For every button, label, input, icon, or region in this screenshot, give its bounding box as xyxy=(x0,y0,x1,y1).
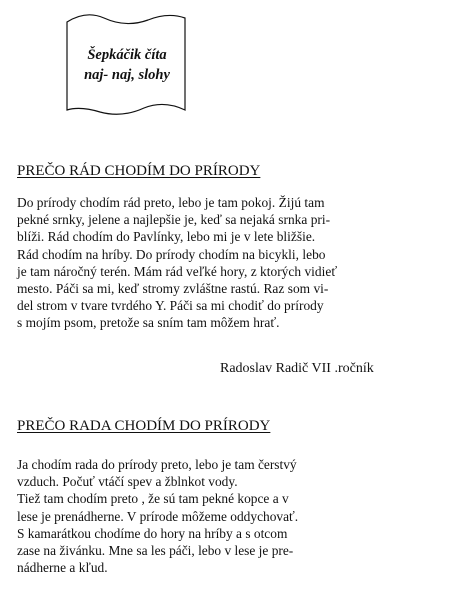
essay-2-body xyxy=(17,456,298,576)
essay-2-line: Tiež tam chodím preto , že sú tam pekné kopce a v xyxy=(17,491,289,507)
banner-title-line-2: naj- naj, slohy xyxy=(84,67,170,83)
essay-1-line: del strom v tvare tvrdého Y. Páči sa mi chodiť do prírody xyxy=(17,298,324,314)
essay-1-line: pekné srnky, jelene a najlepšie je, keď sa nejaká srnka pri- xyxy=(17,212,331,228)
essay-2-line: vzduch. Počuť vtáčí spev a žblnkot vody. xyxy=(17,474,238,490)
essay-2-line: Ja chodím rada do prírody preto, lebo je tam čerstvý xyxy=(17,457,297,472)
essay-1-line: blíži. Rád chodím do Pavlínky, lebo mi je v lete bližšie. xyxy=(17,229,316,245)
essay-1-line: Do prírody chodím rád preto, lebo je tam pokoj. Žijú tam xyxy=(17,195,325,210)
essay-1-line: je tam náročný terén. Mám rád veľké hory, z ktorých vidieť xyxy=(17,263,338,279)
title-banner xyxy=(64,10,188,122)
essay-2-line: lese je prenádherne. V prírode môžeme oddychovať. xyxy=(17,508,299,524)
essay-1-body xyxy=(17,194,337,332)
essay-1-line: s mojím psom, pretože sa sním tam môžem hrať. xyxy=(17,315,280,331)
essay-2-title: PREČO RADA CHODÍM DO PRÍRODY xyxy=(17,418,271,434)
essay-2-line: S kamarátkou chodíme do hory na hríby a s otcom xyxy=(17,525,288,541)
essay-1-line: mesto. Páči sa mi, keď stromy zvláštne rastú. Raz som vi- xyxy=(17,281,329,297)
banner-title xyxy=(70,45,184,85)
banner-title-line-1: Šepkáčik číta xyxy=(87,47,167,63)
essay-1-signature: Radoslav Radič VII .ročník xyxy=(220,361,374,376)
essay-2-line: zase na živánku. Mne sa les páči, lebo v lese je pre- xyxy=(17,543,294,559)
essay-1-title: PREČO RÁD CHODÍM DO PRÍRODY xyxy=(17,163,261,179)
essay-1-line: Rád chodím na hríby. Do prírody chodím na bicykli, lebo xyxy=(17,246,326,262)
essay-2-line: nádherne a kľud. xyxy=(17,560,108,576)
